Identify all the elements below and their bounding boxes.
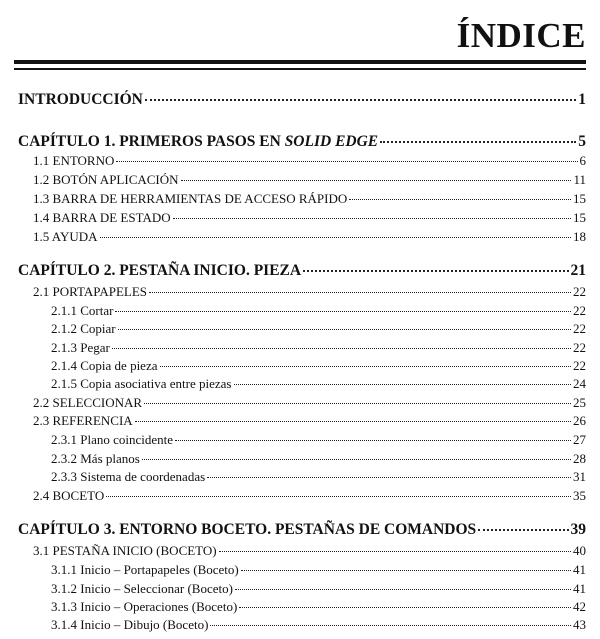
toc-entry-label-text: 2.3 REFERENCIA bbox=[33, 413, 133, 428]
toc-entry-label bbox=[18, 91, 143, 109]
toc-page-number: 15 bbox=[573, 210, 586, 225]
dot-leader bbox=[349, 199, 571, 200]
toc-subsection-entry bbox=[51, 581, 586, 597]
toc-entry-label bbox=[51, 562, 239, 578]
toc-entry-label bbox=[51, 451, 140, 467]
toc-chapter-entry bbox=[18, 262, 586, 280]
dot-leader bbox=[100, 237, 571, 238]
toc-subsection-entry bbox=[51, 599, 586, 615]
toc-entry-label-text: 2.1 PORTAPAPELES bbox=[33, 284, 148, 299]
toc-entry-label bbox=[33, 284, 147, 300]
toc-entry-label bbox=[51, 303, 113, 319]
dot-leader bbox=[219, 551, 571, 552]
toc-entry-label-text: 3.1 PESTAÑA INICIO (BOCETO) bbox=[33, 543, 217, 558]
dot-leader bbox=[207, 477, 571, 478]
dot-leader bbox=[303, 270, 568, 272]
dot-leader bbox=[145, 99, 576, 101]
toc-entry-label bbox=[33, 210, 171, 226]
toc-section-entry bbox=[33, 153, 586, 169]
toc-subsection-entry bbox=[51, 376, 586, 392]
toc-page-number: 18 bbox=[573, 229, 586, 244]
toc-chapter-entry bbox=[18, 91, 586, 109]
toc-section-entry bbox=[33, 488, 586, 504]
toc-section-entry bbox=[33, 191, 586, 207]
toc-entry-label bbox=[33, 172, 179, 188]
dot-leader bbox=[210, 625, 571, 626]
toc-entry-label bbox=[51, 469, 205, 485]
toc-entry-label bbox=[51, 599, 237, 615]
dot-leader bbox=[144, 403, 571, 404]
toc-subsection-entry bbox=[51, 321, 586, 337]
toc-entry-label-text: 2.1.2 Copiar bbox=[51, 321, 116, 336]
toc-entry-label-text: 3.1.4 Inicio – Dibujo (Boceto) bbox=[51, 617, 209, 632]
toc-entry-label bbox=[51, 617, 208, 633]
dot-leader bbox=[173, 218, 571, 219]
toc-entry-label bbox=[33, 395, 142, 411]
title-rule-thick bbox=[14, 60, 586, 64]
dot-leader bbox=[118, 329, 571, 330]
toc-entry-label-text: 3.1.2 Inicio – Seleccionar (Boceto) bbox=[51, 581, 233, 596]
toc-page-number: 26 bbox=[573, 413, 586, 428]
toc-subsection-entry bbox=[51, 432, 586, 448]
toc-entry-label-italic: SOLID EDGE bbox=[284, 133, 379, 150]
toc-subsection-entry bbox=[51, 358, 586, 374]
toc-chapter-entry bbox=[18, 521, 586, 539]
dot-leader bbox=[112, 348, 571, 349]
toc-entry-label bbox=[51, 581, 233, 597]
toc-section-entry bbox=[33, 229, 586, 245]
toc-section-entry bbox=[33, 172, 586, 188]
toc-page-number: 22 bbox=[573, 321, 586, 336]
toc-subsection-entry bbox=[51, 562, 586, 578]
dot-leader bbox=[478, 529, 568, 531]
toc-entry-label-text: 2.1.1 Cortar bbox=[51, 303, 114, 318]
toc-section-entry bbox=[33, 284, 586, 300]
toc-page-number: 24 bbox=[573, 376, 586, 391]
toc-chapter-entry bbox=[18, 133, 586, 151]
toc-entry-label-text: 2.1.3 Pegar bbox=[51, 340, 110, 355]
toc-page-number: 22 bbox=[573, 284, 586, 299]
dot-leader bbox=[241, 570, 571, 571]
dot-leader bbox=[380, 141, 576, 143]
toc-entry-label bbox=[33, 153, 114, 169]
dot-leader bbox=[235, 589, 571, 590]
toc-page-number: 39 bbox=[570, 521, 586, 538]
dot-leader bbox=[142, 459, 571, 460]
toc-entry-label-text: CAPÍTULO 1. PRIMEROS PASOS EN bbox=[18, 133, 285, 150]
toc-entry-label-text: 2.3.3 Sistema de coordenadas bbox=[51, 469, 206, 484]
toc-entry-label bbox=[51, 321, 116, 337]
toc-section-entry bbox=[33, 543, 586, 559]
toc-entry-label-text: 2.3.2 Más planos bbox=[51, 451, 140, 466]
toc-subsection-entry bbox=[51, 451, 586, 467]
toc-entry-label bbox=[33, 413, 133, 429]
toc-page-number: 22 bbox=[573, 358, 586, 373]
title-rule-thin bbox=[14, 68, 586, 70]
dot-leader bbox=[135, 421, 571, 422]
toc-entry-label-text: 1.2 BOTÓN APLICACIÓN bbox=[33, 172, 179, 187]
toc-subsection-entry bbox=[51, 340, 586, 356]
toc-page-number: 41 bbox=[573, 562, 586, 577]
toc-subsection-entry bbox=[51, 469, 586, 485]
toc-section-entry bbox=[33, 210, 586, 226]
toc-entry-label-text: 1.1 ENTORNO bbox=[33, 153, 115, 168]
toc-page-number: 35 bbox=[573, 488, 586, 503]
toc-entry-label bbox=[33, 191, 347, 207]
toc-section-entry bbox=[33, 395, 586, 411]
toc-entry-label bbox=[51, 432, 173, 448]
toc-entry-label-text: 1.3 BARRA DE HERRAMIENTAS DE ACCESO RÁPIDO bbox=[33, 191, 348, 206]
toc-entry-label bbox=[51, 340, 110, 356]
toc-page-number: 43 bbox=[573, 617, 586, 632]
toc-entry-label bbox=[51, 376, 232, 392]
toc-entry-label-text: 3.1.3 Inicio – Operaciones (Boceto) bbox=[51, 599, 238, 614]
toc-page-number: 28 bbox=[573, 451, 586, 466]
toc-entry-label-text: CAPÍTULO 3. ENTORNO BOCETO. PESTAÑAS DE COMANDOS bbox=[18, 521, 477, 538]
toc-entry-label bbox=[18, 262, 301, 280]
toc-entry-label bbox=[18, 521, 476, 539]
toc-entry-label-text: CAPÍTULO 2. PESTAÑA INICIO. PIEZA bbox=[18, 262, 302, 279]
toc-entry-label-text: 2.1.4 Copia de pieza bbox=[51, 358, 158, 373]
toc-page-number: 1 bbox=[578, 91, 586, 108]
dot-leader bbox=[181, 180, 572, 181]
toc-entry-label-text: 1.5 AYUDA bbox=[33, 229, 98, 244]
toc-page-number: 41 bbox=[573, 581, 586, 596]
toc-entry-label-text: 1.4 BARRA DE ESTADO bbox=[33, 210, 171, 225]
toc-page-number: 40 bbox=[573, 543, 586, 558]
toc-page-number: 6 bbox=[579, 153, 586, 168]
dot-leader bbox=[116, 161, 577, 162]
toc-entry-label bbox=[18, 133, 378, 151]
dot-leader bbox=[106, 496, 571, 497]
toc-page-number: 22 bbox=[573, 340, 586, 355]
toc-entry-label-text: 2.1.5 Copia asociativa entre piezas bbox=[51, 376, 232, 391]
dot-leader bbox=[160, 366, 572, 367]
toc-page-number: 5 bbox=[578, 133, 586, 150]
dot-leader bbox=[115, 311, 571, 312]
toc-subsection-entry bbox=[51, 303, 586, 319]
dot-leader bbox=[175, 440, 571, 441]
toc-subsection-entry bbox=[51, 617, 586, 633]
toc-page-number: 31 bbox=[573, 469, 586, 484]
toc-entry-label-text: 2.3.1 Plano coincidente bbox=[51, 432, 174, 447]
toc-page-number: 27 bbox=[573, 432, 586, 447]
page-title: ÍNDICE bbox=[456, 16, 586, 55]
toc-entry-label bbox=[33, 543, 217, 559]
dot-leader bbox=[239, 607, 571, 608]
toc-page-number: 21 bbox=[570, 262, 586, 279]
toc-page-number: 22 bbox=[573, 303, 586, 318]
toc-page-number: 25 bbox=[573, 395, 586, 410]
toc-entry-label bbox=[33, 229, 98, 245]
toc-section-entry bbox=[33, 413, 586, 429]
toc-entry-label-text: 3.1.1 Inicio – Portapapeles (Boceto) bbox=[51, 562, 239, 577]
toc-page-number: 42 bbox=[573, 599, 586, 614]
toc-page-number: 15 bbox=[573, 191, 586, 206]
dot-leader bbox=[149, 292, 571, 293]
toc-page-number: 11 bbox=[573, 172, 586, 187]
toc-entry-label-text: INTRODUCCIÓN bbox=[18, 91, 143, 108]
dot-leader bbox=[234, 384, 572, 385]
toc-entry-label-text: 2.2 SELECCIONAR bbox=[33, 395, 143, 410]
toc-entry-label bbox=[33, 488, 104, 504]
toc-entry-label bbox=[51, 358, 158, 374]
toc-entry-label-text: 2.4 BOCETO bbox=[33, 488, 105, 503]
